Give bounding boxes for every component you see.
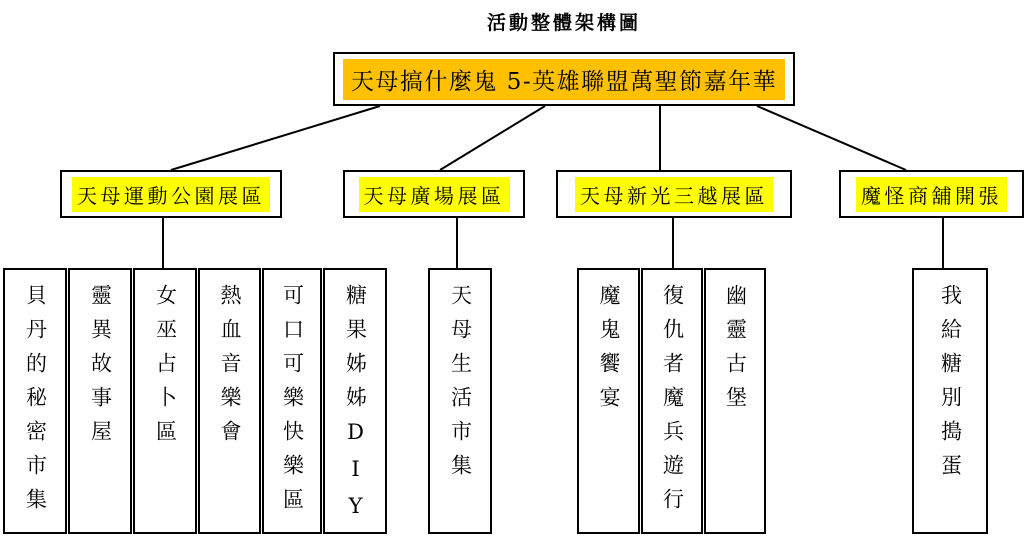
leaf-node — [577, 268, 640, 534]
leaf-node — [262, 268, 322, 534]
root-node — [333, 52, 795, 106]
section-label: 魔怪商舖開張 — [856, 177, 1007, 212]
section-node-shinkong-mitsukoshi — [556, 170, 792, 218]
section-label: 天母廣場展區 — [359, 177, 510, 212]
leaf-label: 魔鬼饗宴 — [597, 284, 621, 420]
leaf-node — [641, 268, 703, 534]
leaf-label: 糖果姊姊DIY — [343, 284, 368, 531]
leaf-label: 我給糖別搗蛋 — [938, 284, 963, 488]
leaf-node — [3, 268, 67, 534]
leaf-label: 熱血音樂會 — [218, 284, 242, 454]
page-title: 活動整體架構圖 — [486, 12, 641, 34]
leaf-node — [323, 268, 387, 534]
leaf-node — [428, 268, 492, 534]
section-node-monster-shops — [839, 170, 1024, 218]
section-node-sports-park — [60, 170, 282, 218]
leaf-label: 復仇者魔兵遊行 — [660, 284, 685, 522]
leaf-node — [68, 268, 132, 534]
leaf-node — [133, 268, 197, 534]
leaf-label: 貝丹的秘密市集 — [23, 284, 48, 522]
leaf-node — [912, 268, 988, 534]
leaf-node — [198, 268, 261, 534]
leaf-label: 幽靈古堡 — [723, 284, 748, 420]
section-label: 天母新光三越展區 — [575, 177, 773, 212]
root-node-label: 天母搞什麼鬼 5-英雄聯盟萬聖節嘉年華 — [343, 59, 785, 100]
leaf-label: 靈異故事屋 — [88, 284, 113, 454]
section-node-plaza — [343, 170, 525, 218]
leaf-label: 可口可樂快樂區 — [280, 284, 305, 522]
section-label: 天母運動公園展區 — [72, 177, 270, 212]
leaf-label: 女巫占卜區 — [153, 284, 178, 454]
leaf-node — [704, 268, 766, 534]
leaf-label: 天母生活市集 — [448, 284, 473, 488]
